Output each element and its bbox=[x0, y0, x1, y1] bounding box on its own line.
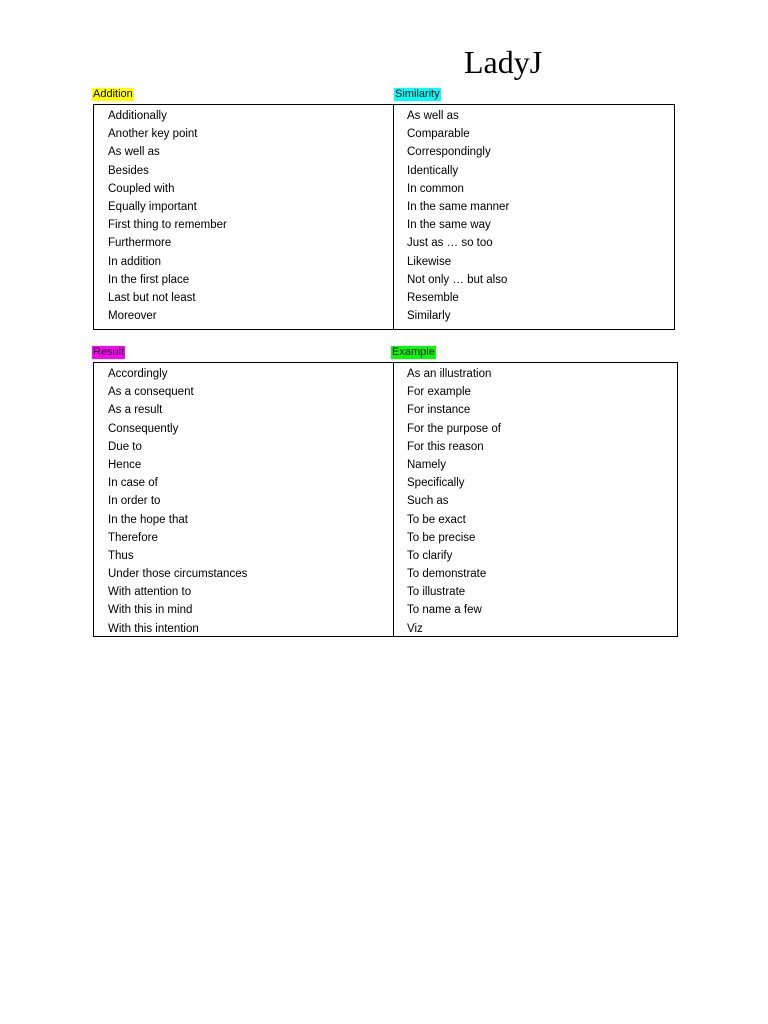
result-label: Result bbox=[93, 346, 125, 358]
result-list-item: Due to bbox=[108, 440, 142, 453]
similarity-list-item: In the same way bbox=[407, 219, 491, 232]
example-label: Example bbox=[392, 346, 435, 358]
addition-label: Addition bbox=[93, 88, 133, 100]
addition-list-item: Equally important bbox=[108, 200, 197, 213]
result-list-item: As a consequent bbox=[108, 386, 194, 399]
addition-list-item: Besides bbox=[108, 164, 149, 177]
addition-list-item: As well as bbox=[108, 146, 160, 159]
example-list-item: Viz bbox=[407, 622, 423, 635]
example-list-item: To be exact bbox=[407, 513, 466, 526]
addition-list-item: Last but not least bbox=[108, 291, 196, 304]
page-title: LadyJ bbox=[464, 44, 543, 80]
similarity-list-item: Likewise bbox=[407, 255, 452, 268]
example-list-item: Specifically bbox=[407, 477, 465, 490]
example-list-item: For the purpose of bbox=[407, 422, 501, 435]
example-list-item: To clarify bbox=[407, 549, 453, 562]
similarity-column bbox=[394, 105, 674, 329]
example-list-item: Namely bbox=[407, 458, 446, 471]
example-list-item: To name a few bbox=[407, 604, 482, 617]
result-example-table bbox=[93, 362, 678, 637]
addition-list-item: First thing to remember bbox=[108, 219, 227, 232]
addition-column bbox=[94, 105, 394, 329]
addition-list-item: In addition bbox=[108, 255, 162, 268]
result-list-item: Hence bbox=[108, 458, 142, 471]
result-list-item: With this intention bbox=[108, 622, 199, 635]
result-list-item: As a result bbox=[108, 404, 163, 417]
example-list-item: For instance bbox=[407, 404, 471, 417]
result-list-item: Therefore bbox=[108, 531, 158, 544]
similarity-list-item: Correspondingly bbox=[407, 146, 491, 159]
similarity-list-item: In the same manner bbox=[407, 200, 510, 213]
example-list-item: Such as bbox=[407, 495, 449, 508]
result-list-item: In case of bbox=[108, 477, 158, 490]
addition-list-item: Another key point bbox=[108, 128, 198, 141]
example-list-item: To illustrate bbox=[407, 586, 466, 599]
result-list-item: With attention to bbox=[108, 586, 192, 599]
addition-list-item: Furthermore bbox=[108, 237, 172, 250]
similarity-list-item: Resemble bbox=[407, 291, 459, 304]
similarity-label: Similarity bbox=[395, 88, 440, 100]
similarity-list-item: In common bbox=[407, 182, 464, 195]
similarity-list-item: Identically bbox=[407, 164, 459, 177]
similarity-list-item: Similarly bbox=[407, 310, 451, 323]
similarity-list-item: As well as bbox=[407, 110, 459, 122]
addition-list-item: Moreover bbox=[108, 310, 157, 323]
similarity-list-item: Not only … but also bbox=[407, 273, 508, 286]
example-column bbox=[394, 363, 677, 636]
example-list-item: To demonstrate bbox=[407, 568, 487, 581]
addition-list-item: Additionally bbox=[108, 110, 167, 122]
result-column bbox=[94, 363, 394, 636]
addition-list-item: In the first place bbox=[108, 273, 190, 286]
result-list-item: Accordingly bbox=[108, 368, 168, 380]
similarity-list-item: Just as … so too bbox=[407, 237, 493, 250]
result-list-item: Thus bbox=[108, 549, 134, 562]
result-list-item: Under those circumstances bbox=[108, 568, 248, 581]
result-list-item: In the hope that bbox=[108, 513, 188, 526]
example-list-item: As an illustration bbox=[407, 368, 492, 380]
addition-list-item: Coupled with bbox=[108, 182, 175, 195]
example-list-item: For this reason bbox=[407, 440, 484, 453]
example-list-item: To be precise bbox=[407, 531, 476, 544]
addition-similarity-table bbox=[93, 104, 675, 330]
similarity-list-item: Comparable bbox=[407, 128, 470, 141]
result-list-item: In order to bbox=[108, 495, 161, 508]
result-list-item: With this in mind bbox=[108, 604, 193, 617]
example-list-item: For example bbox=[407, 386, 471, 399]
result-list-item: Consequently bbox=[108, 422, 179, 435]
